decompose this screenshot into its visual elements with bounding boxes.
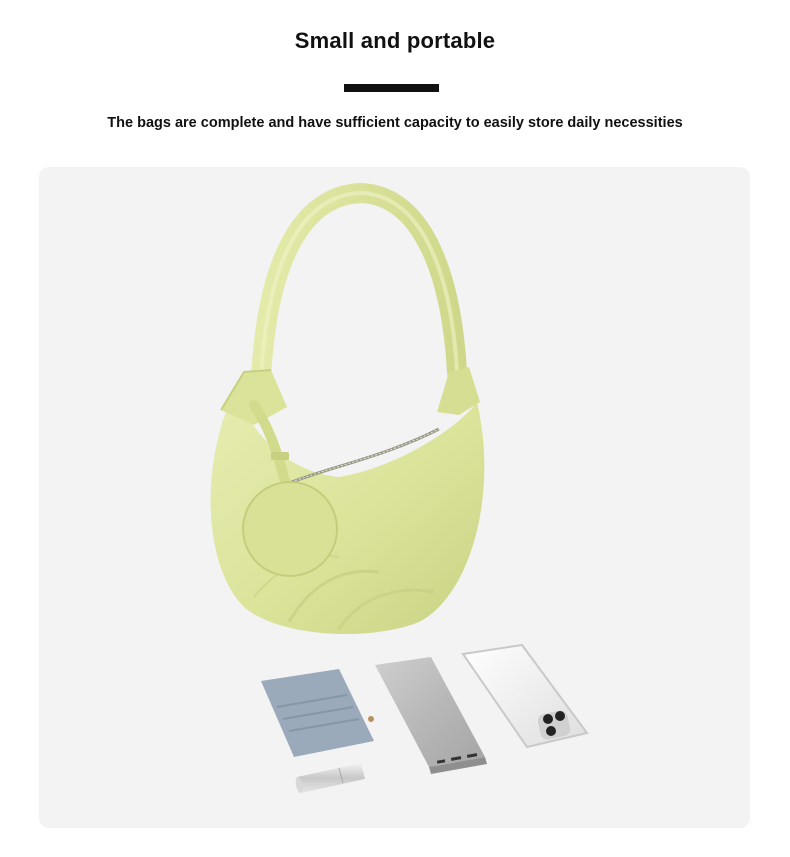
card-holder [261,669,374,757]
product-photo [39,167,750,828]
power-bank [375,657,487,774]
product-illustration [39,167,750,828]
lipstick [294,763,365,793]
title-underline-divider [344,84,439,92]
bag-handle [261,193,457,379]
smartphone [463,645,587,747]
section-subtitle: The bags are complete and have sufficient capacity to easily store daily necessities [107,115,683,131]
round-bag-charm [243,482,337,576]
section-title: Small and portable [294,28,496,53]
